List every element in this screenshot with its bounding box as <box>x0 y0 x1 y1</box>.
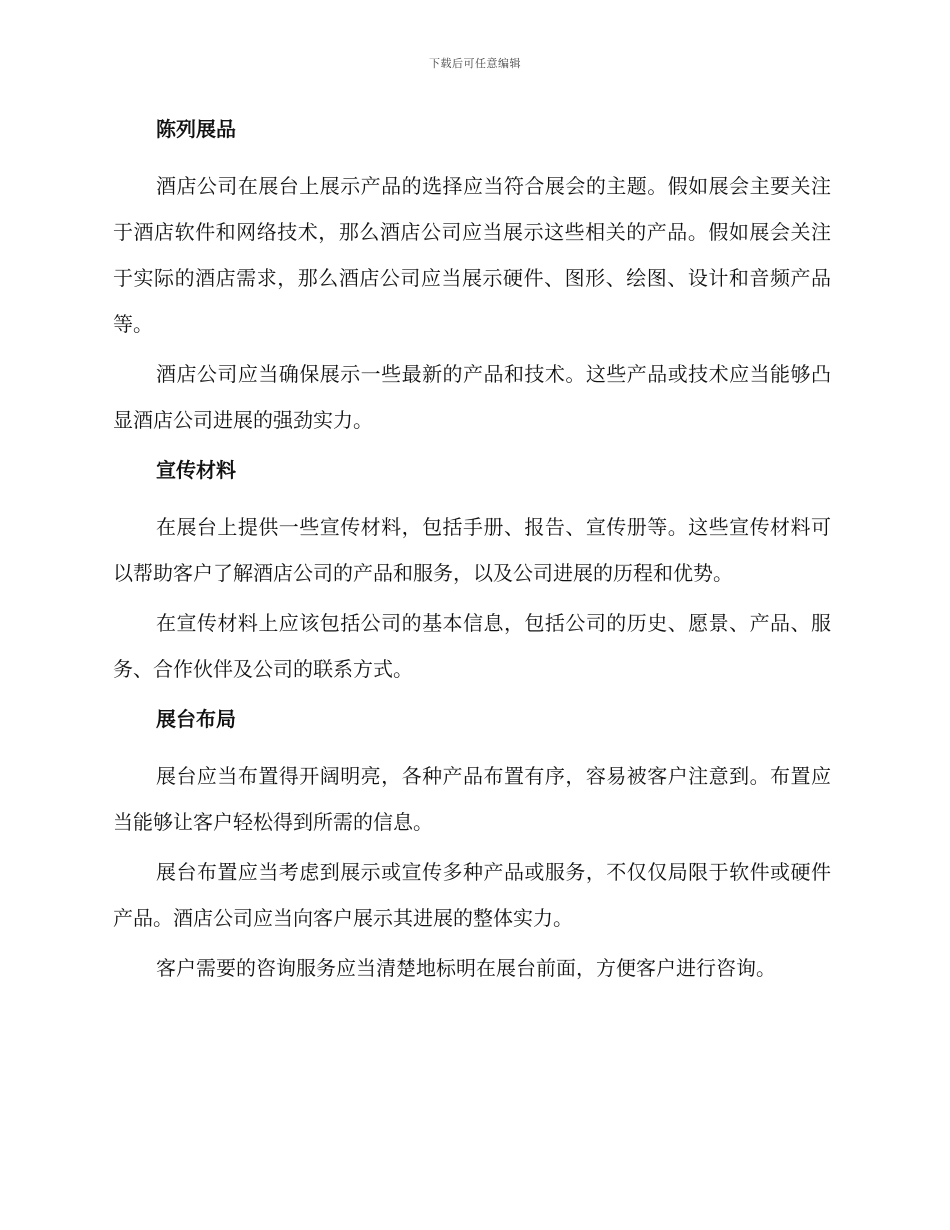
document-body <box>113 114 831 1003</box>
header-note: 下载后可任意编辑 <box>429 57 521 70</box>
paragraph: 在展台上提供一些宣传材料，包括手册、报告、宣传册等。这些宣传材料可以帮助客户了解酒店公司的产品和服务，以及公司进展的历程和优势。 <box>113 515 831 585</box>
paragraph: 展台应当布置得开阔明亮，各种产品布置有序，容易被客户注意到。布置应当能够让客户轻松得到所需的信息。 <box>113 764 831 834</box>
section-heading-display: 陈列展品 <box>156 117 236 141</box>
paragraph: 客户需要的咨询服务应当清楚地标明在展台前面，方便客户进行咨询。 <box>156 956 776 980</box>
paragraph: 酒店公司应当确保展示一些最新的产品和技术。这些产品或技术应当能够凸显酒店公司进展的强劲实力。 <box>113 362 831 432</box>
paragraph: 酒店公司在展台上展示产品的选择应当符合展会的主题。假如展会主要关注于酒店软件和网络技术，那么酒店公司应当展示这些相关的产品。假如展会关注于实际的酒店需求，那么酒店公司应当展示硬件、图形、绘图、设计和音频产品等。 <box>113 174 831 336</box>
section-heading-promo: 宣传材料 <box>156 458 236 482</box>
paragraph: 在宣传材料上应该包括公司的基本信息，包括公司的历史、愿景、产品、服务、合作伙伴及公司的联系方式。 <box>113 611 831 681</box>
section-heading-layout: 展台布局 <box>156 707 236 731</box>
paragraph: 展台布置应当考虑到展示或宣传多种产品或服务，不仅仅局限于软件或硬件产品。酒店公司应当向客户展示其进展的整体实力。 <box>113 860 831 930</box>
